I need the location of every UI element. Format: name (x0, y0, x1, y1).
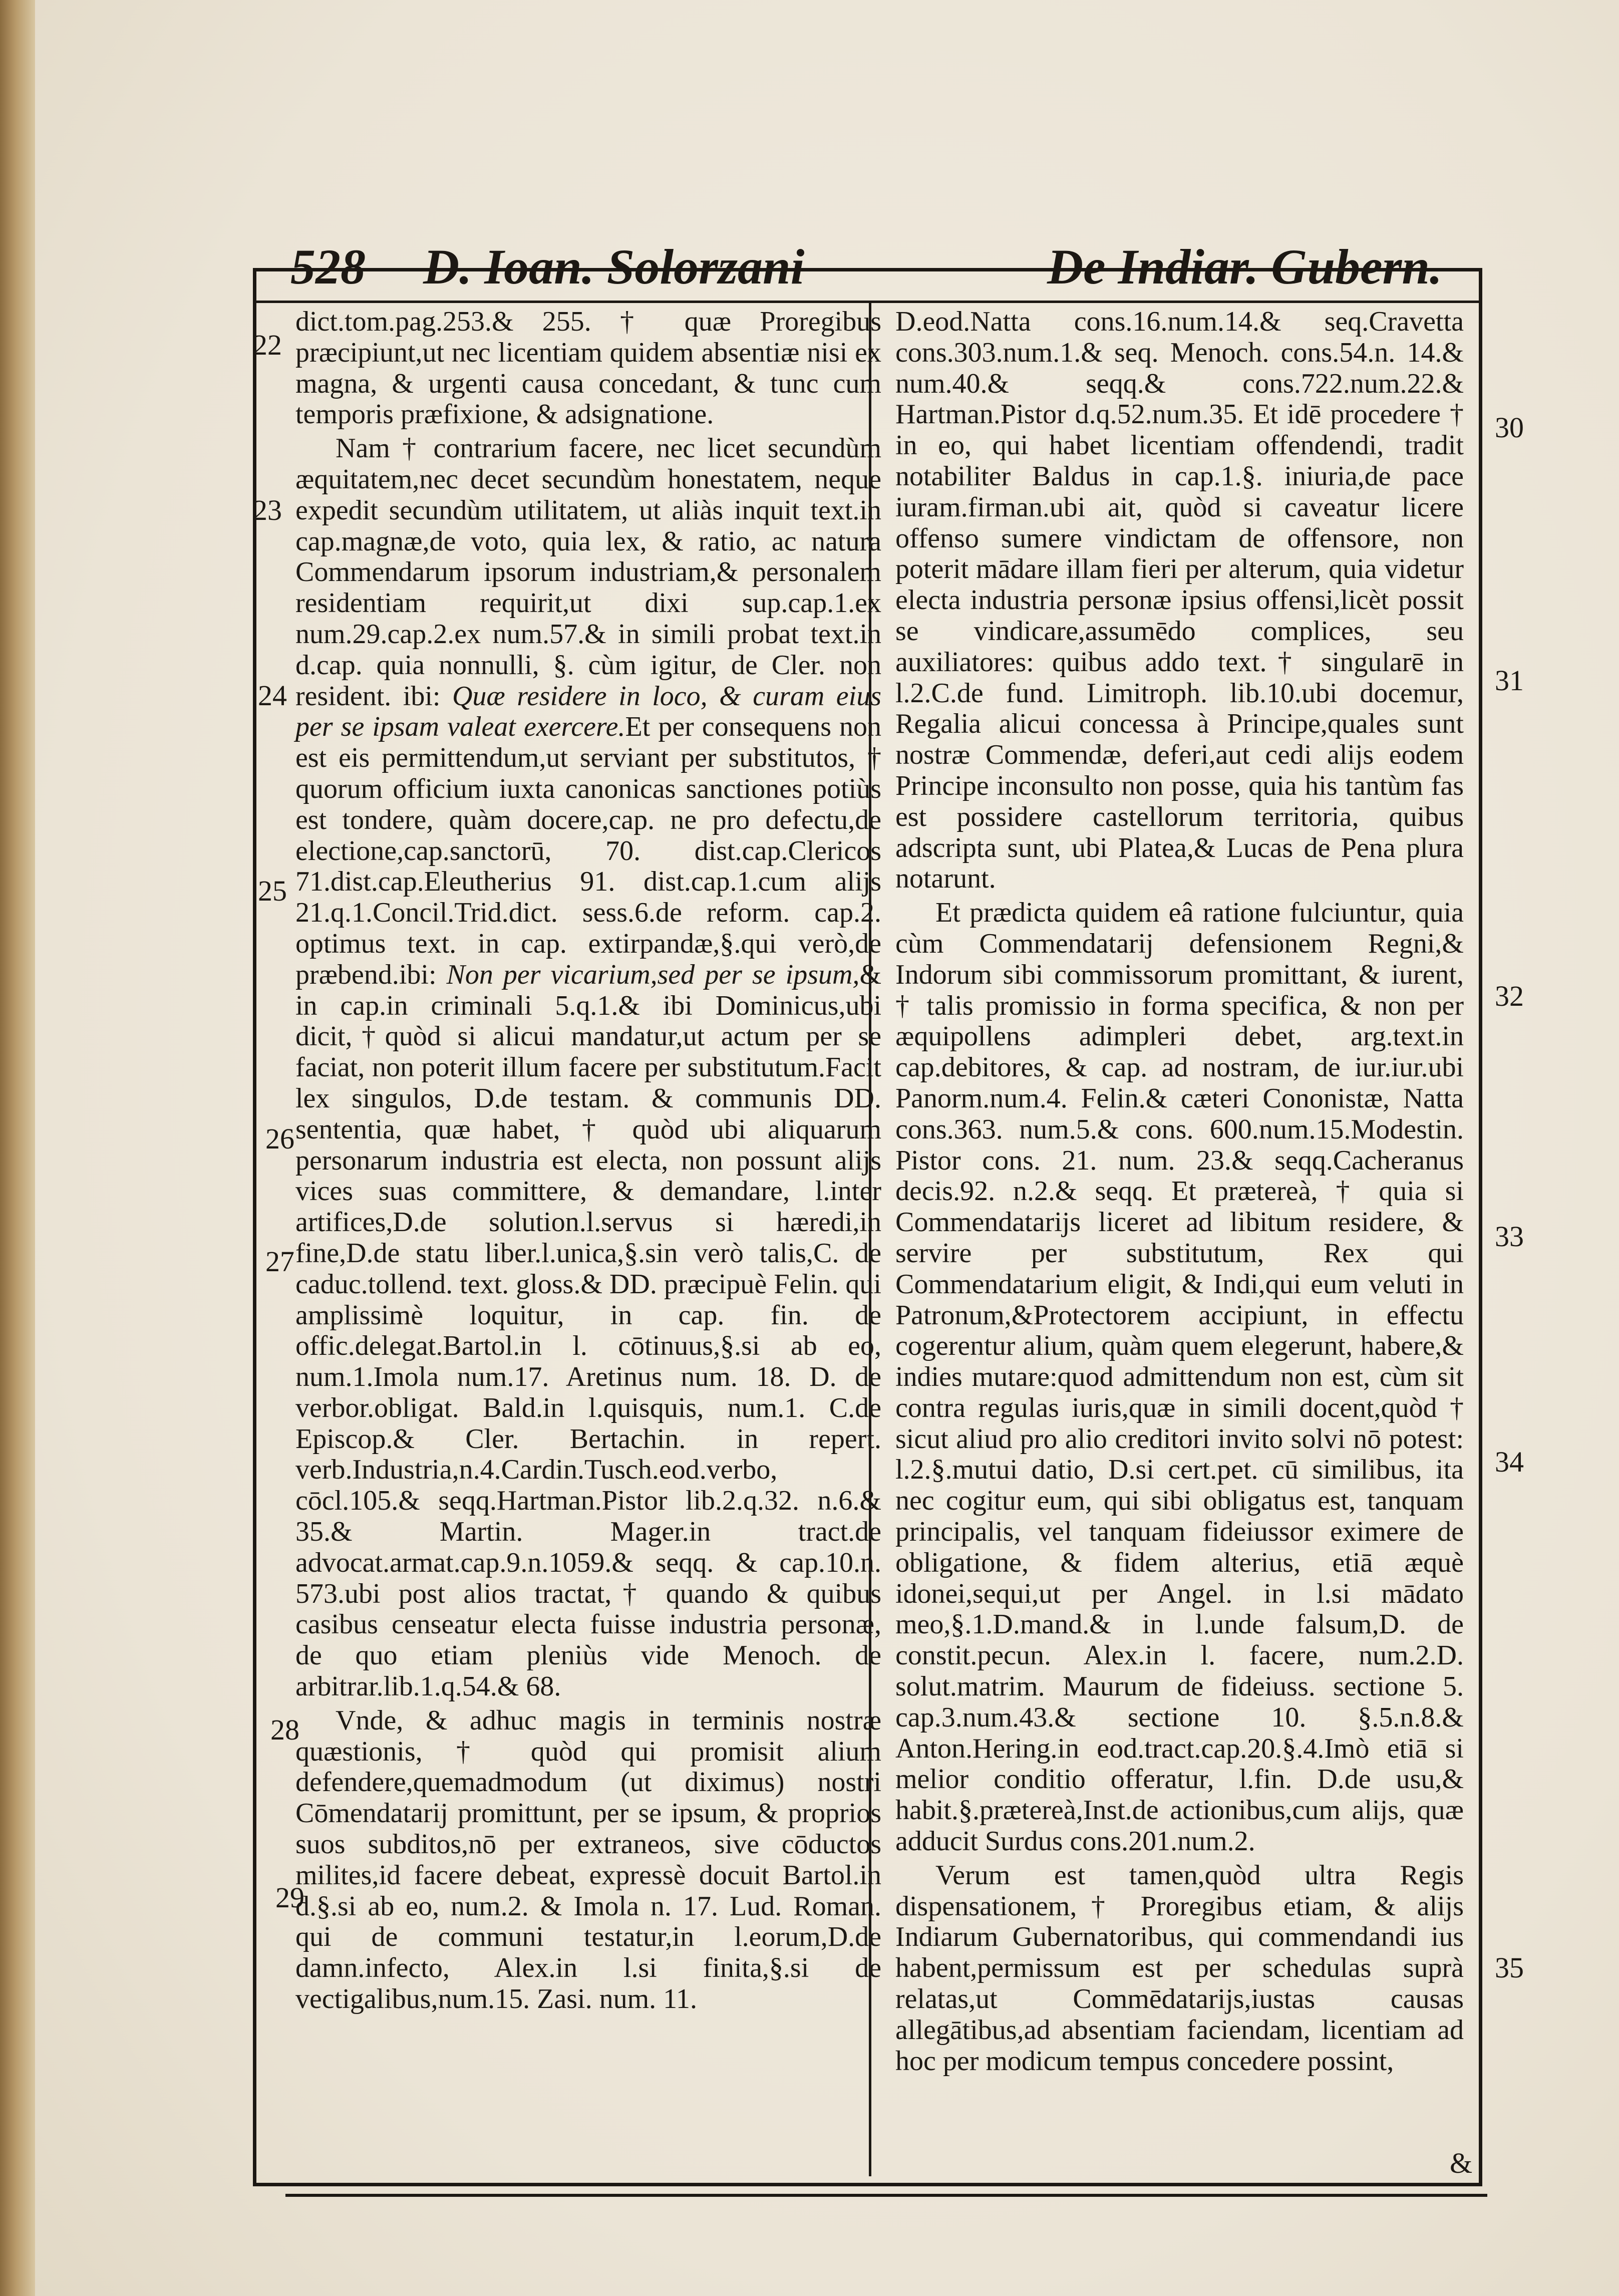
paragraph (295, 307, 881, 430)
right-column (895, 307, 1464, 2080)
margin-number: 30 (1495, 411, 1524, 444)
quotation-italic: Non per vicarium,sed per se ipsum, (446, 959, 860, 990)
paragraph-text: Et per consequens non est eis permittendum,ut serviant per substitutos, † quorum officium iuxta canonicas sanctiones potiùs est tondere, quàm docere,cap. ne pro defectu,de electione,cap.sanctorū, 70. dist.cap.Clericos 71.dist.cap.Eleutherius 91. dist.cap.1.cum alijs 21.q.1.Concil.Trid.dict. sess.6.de reform. cap.2. optimus text. in cap. extirpandæ,§.qui verò,de præbend.ibi: (295, 711, 882, 990)
paragraph-text: Vnde, & adhuc magis in terminis nostræ quæstionis, † quòd qui promisit alium defendere,quemadmodum (ut diximus) nostri Cōmendatarij promittunt, per se ipsum, & proprios suos subditos,nō per extraneos, sive cōductos milites,id facere debeat, expressè docuit Bartol.in d.§.si ab eo, num.2. & Imola n. 17. Lud. Roman. qui de communi testatur,in l.eorum,D.de damn.infecto, Alex.in l.si finita,§.si de vectigalibus,num.15. Zasi. num. 11. (295, 1704, 881, 2015)
paragraph-text: D.eod.Natta cons.16.num.14.& seq.Cravetta cons.303.num.1.& seq. Menoch. cons.54.n. 14.& num.40.& seqq.& cons.722.num.22.& Hartman.Pistor d.q.52.num.35. Et idē procedere † in eo, qui habet licentiam offendendi, tradit notabiliter Baldus in cap.1.§. iniuria,de pace iuram.firman.ubi ait, quòd si caveatur licere offenso sumere vindictam de offensore, non poterit mādare illam fieri per alterum, quia videtur electa industria personæ ipsius offensi,licèt possit se vindicare,assumēdo complices, seu auxiliatores: quibus addo text.† singularē in l.2.C.de fund. Limitroph. lib.10.ubi docemur, Regalia alicui concessa à Principe,quales sunt nostræ Commendæ, deferi,aut cedi alijs eodem Principe inconsulto non posse, quia his tantùm fas est possidere castellorum territoria, quibus adscripta sunt, ubi Platea,& Lucas de Pena plura notarunt. (895, 306, 1464, 895)
paragraph-text: Nam † contrarium facere, nec licet secundùm æquitatem,nec decet secundùm honestatem, neque expedit secundùm utilitatem, ut aliàs inquit text.in cap.magnæ,de voto, quia lex, & ratio, ac natura Commendarum ipsorum industriam,& personalem residentiam requirit,ut dixi sup.cap.1.ex num.29.cap.2.ex num.57.& in simili probat text.in d.cap. quia nonnulli, §. cùm igitur, de Cler. non resident. ibi: (295, 433, 881, 712)
bottom-rule (285, 2194, 1487, 2197)
margin-number: 35 (1495, 1951, 1524, 1984)
paragraph (895, 898, 1464, 1857)
author-name: D. Ioan. Solorzani (423, 239, 805, 295)
margin-number: 23 (253, 494, 282, 526)
margin-number: 34 (1495, 1446, 1524, 1478)
paragraph-text: Et prædicta quidem eâ ratione fulciuntur, quia cùm Commendatarij defensionem Regni,& Indorum sibi commissorum promittant, & iurent, † talis promissio in forma specifica, & non per æquipollens adimpleri debet, arg.text.in cap.debitores, & cap. ad nostram, de iur.iur.ubi Panorm.num.4. Felin.& cæteri Cononistæ, Natta cons.363. num.5.& cons. 600.num.15.Modestin. Pistor cons. 21. num. 23.& seqq.Cacheranus decis.92. n.2.& seqq. Et prætereà, † quia si Commendatarijs liceret ad libitum residere, & servire per substitutum, Rex qui Commendatarium eligit, & Indi,qui eum veluti in Patronum,&Protectorem accipiunt, in effectu cogerentur alium, quàm quem elegerunt, habere,& indies mutare:quod admittendum non est, cùm sit contra regulas iuris,quæ in simili docent,quòd † sicut aliud pro alio creditori invito solvi nō potest: l.2.§.mutui datio, D.si cert.pet. cū similibus, ita nec cogitur eum, qui sibi obligatus est, tanquam principalis, vel tanquam fideiussor eximere de obligatione, & fidem alterius, etiā æquè idonei,sequi,ut per Angel. in l.si mādato meo,§.1.D.mand.& in l.unde falsum,D. de constit.pecun. Alex.in l. facere, num.2.D. solut.matrim. Maurum de fideiuss. sectione 5. cap.3.num.43.& sectione 10. §.5.n.8.& Anton.Hering.in eod.tract.cap.20.§.4.Imò etiā si melior conditio offeratur, l.fin. D.de usu,& habit.§.prætereà,Inst.de actionibus,cum alijs, quæ adducit Surdus cons.201.num.2. (895, 897, 1464, 1857)
paragraph (295, 1705, 881, 2015)
margin-number: 33 (1495, 1220, 1524, 1253)
catchword: & (1450, 2147, 1473, 2179)
margin-number: 32 (1495, 980, 1524, 1012)
margin-number: 24 (258, 679, 287, 712)
quotation-italic: Quæ residere in loco, & curam eius per se ipsam valeat exercere. (295, 680, 881, 743)
paragraph-text: Verum est tamen,quòd ultra Regis dispensationem,† Proregibus etiam, & alijs Indiarum Gubernatoribus, qui commendandi ius habent,permissum est per schedulas suprà relatas,ut Commēdatarijs,iustas causas allegātibus,ad absentiam faciendam, licentiam ad hoc per modicum tempus concedere possint, (895, 1859, 1464, 2077)
book-binding (0, 0, 35, 2296)
margin-number: 25 (258, 875, 287, 907)
margin-number: 26 (265, 1122, 294, 1155)
paragraph (295, 433, 881, 1702)
margin-number: 31 (1495, 664, 1524, 697)
paragraph-text: & in cap.in criminali 5.q.1.& ibi Dominicus,ubi dicit,†quòd si alicui mandatur,ut actum per se faciat, non poterit illum facere per substitutum.Facit lex singulos, D.de testam. & communis DD. sententia, quæ habet, † quòd ubi aliquarum personarum industria est electa, non possunt alijs vices suas committere, & demandare, l.inter artifices,D.de solution.l.servus si hæredi,in fine,D.de statu liber.l.unica,§.sin verò talis,C. de caduc.tollend. text. gloss.& DD. præcipuè Felin. qui amplissimè loquitur, in cap. fin. de offic.delegat.Bartol.in l. cōtinuus,§.si ab eo, num.1.Imola num.17. Aretinus num. 18. D. de verbor.obligat. Bald.in l.quisquis, num.1. C.de Episcop.& Cler. Bertachin. in repert. verb.Industria,n.4.Cardin.Tusch.eod.verbo, cōcl.105.& seqq.Hartman.Pistor lib.2.q.32. n.6.& 35.& Martin. Mager.in tract.de advocat.armat.cap.9.n.1059.& seqq. & cap.10.n. 573.ubi post alios tractat,† quando & quibus casibus censeatur electa fuisse industria personæ, de quo etiam pleniùs vide Menoch. de arbitrar.lib.1.q.54.& 68. (295, 959, 881, 1702)
paragraph (895, 307, 1464, 895)
left-column (295, 307, 881, 2018)
header-rule (253, 301, 1482, 303)
margin-number: 27 (265, 1245, 294, 1278)
margin-number: 22 (253, 329, 282, 361)
margin-number: 28 (270, 1713, 299, 1746)
margin-number: 29 (275, 1881, 304, 1914)
page-number: 528 (290, 239, 366, 295)
paragraph-text: dict.tom.pag.253.& 255. † quæ Proregibus præcipiunt,ut nec licentiam quidem absentiæ nisi ex magna, & urgenti causa concedant, & tunc cum temporis præfixione, & adsignatione. (295, 306, 881, 430)
paragraph (895, 1860, 1464, 2077)
work-title: De Indiar. Gubern. (1047, 239, 1442, 295)
